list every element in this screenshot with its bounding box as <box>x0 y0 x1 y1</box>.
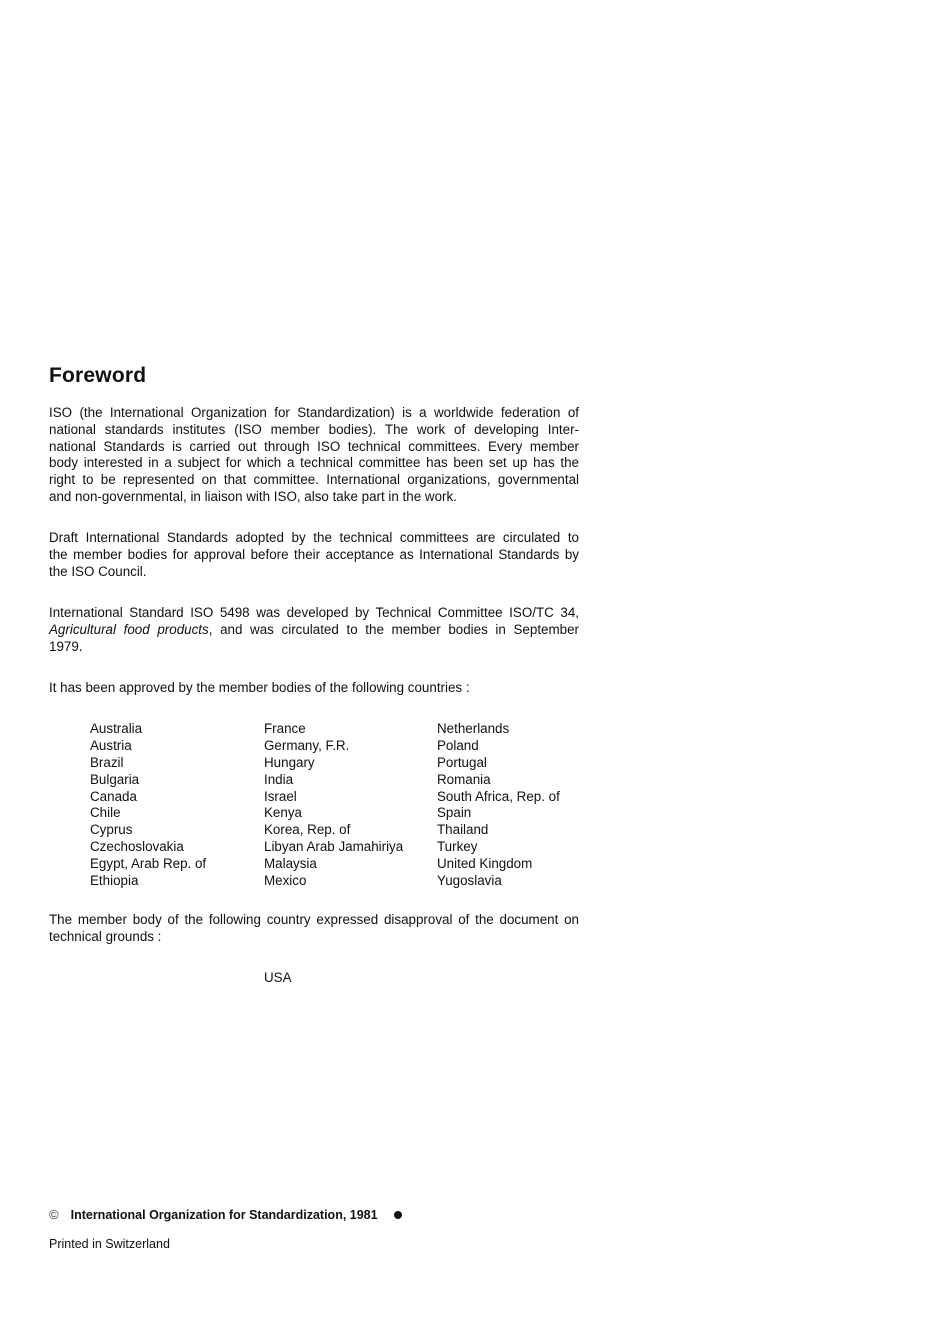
country-item: Libyan Arab Jamahiriya <box>264 839 404 855</box>
foreword-paragraph-standard-origin <box>49 605 579 655</box>
foreword-paragraph-iso-description <box>49 405 579 506</box>
paragraph-line: The member body of the following country expressed disapproval of the document on <box>49 912 579 927</box>
country-item: France <box>264 721 306 736</box>
printed-location: Printed in Switzerland <box>49 1237 170 1251</box>
approval-intro <box>49 680 579 697</box>
country-item: Spain <box>437 805 472 821</box>
paragraph-line: 1979. <box>49 638 83 654</box>
country-item: Brazil <box>90 754 124 770</box>
country-item: Thailand <box>437 822 489 838</box>
paragraph-line: International Standard ISO 5498 was developed by Technical Committee ISO/TC 34, <box>49 605 579 620</box>
country-item: Portugal <box>437 754 487 770</box>
countries-column-2 <box>264 721 434 890</box>
paragraph-line: right to be represented on that committee. International organizations, governmental <box>49 472 579 488</box>
country-item: Australia <box>90 721 143 736</box>
paragraph-line: Draft International Standards adopted by the technical committees are circulated to <box>49 530 579 545</box>
paragraph-line: ISO (the International Organization for Standardization) is a worldwide federation of <box>49 405 579 420</box>
paragraph-line: and non-governmental, in liaison with ISO, also take part in the work. <box>49 488 457 504</box>
paragraph-line: the ISO Council. <box>49 563 147 579</box>
foreword-paragraph-draft-standards <box>49 530 579 580</box>
country-item: Hungary <box>264 754 315 770</box>
country-item: Romania <box>437 771 491 787</box>
paragraph-line: national Standards is carried out through ISO technical committees. Every member <box>49 438 579 454</box>
country-item: Korea, Rep. of <box>264 822 351 838</box>
paragraph-line-rest: , and was circulated to the member bodies in September <box>208 621 579 637</box>
country-item: Turkey <box>437 839 478 855</box>
paragraph-line <box>49 622 579 639</box>
countries-column-3 <box>437 721 607 890</box>
country-item: Israel <box>264 788 297 804</box>
page-title: Foreword <box>49 364 147 387</box>
country-item: Kenya <box>264 805 302 821</box>
paragraph-line: national standards institutes (ISO member bodies). The work of developing Inter- <box>49 421 579 437</box>
country-item: Austria <box>90 737 132 753</box>
disapproving-country: USA <box>264 970 292 985</box>
country-item: Canada <box>90 788 137 804</box>
country-item: Cyprus <box>90 822 133 838</box>
copyright-text: International Organization for Standardization, 1981 <box>70 1207 378 1222</box>
paragraph-line: It has been approved by the member bodies of the following countries : <box>49 680 470 695</box>
paragraph-line: the member bodies for approval before their acceptance as International Standards by <box>49 546 579 562</box>
country-item: Czechoslovakia <box>90 839 184 855</box>
country-item: India <box>264 771 294 787</box>
country-item: Egypt, Arab Rep. of <box>90 856 207 872</box>
copyright-notice <box>49 1207 402 1222</box>
bullet-dot-icon <box>394 1211 402 1219</box>
country-item: Germany, F.R. <box>264 737 350 753</box>
paragraph-line: body interested in a subject for which a technical committee has been set up has the <box>49 455 579 471</box>
country-item: Mexico <box>264 873 307 889</box>
country-item: South Africa, Rep. of <box>437 788 560 804</box>
country-item: Yugoslavia <box>437 873 502 889</box>
country-item: Ethiopia <box>90 873 139 889</box>
committee-name: Agricultural food products <box>49 621 209 637</box>
country-item: Netherlands <box>437 721 510 736</box>
country-item: Chile <box>90 805 121 821</box>
country-item: Poland <box>437 737 479 753</box>
country-item: Malaysia <box>264 856 317 872</box>
disapproval-statement <box>49 912 579 946</box>
paragraph-line: technical grounds : <box>49 928 162 944</box>
copyright-icon: © <box>49 1207 59 1222</box>
country-item: Bulgaria <box>90 771 140 787</box>
countries-column-1 <box>90 721 260 890</box>
country-item: United Kingdom <box>437 856 533 872</box>
